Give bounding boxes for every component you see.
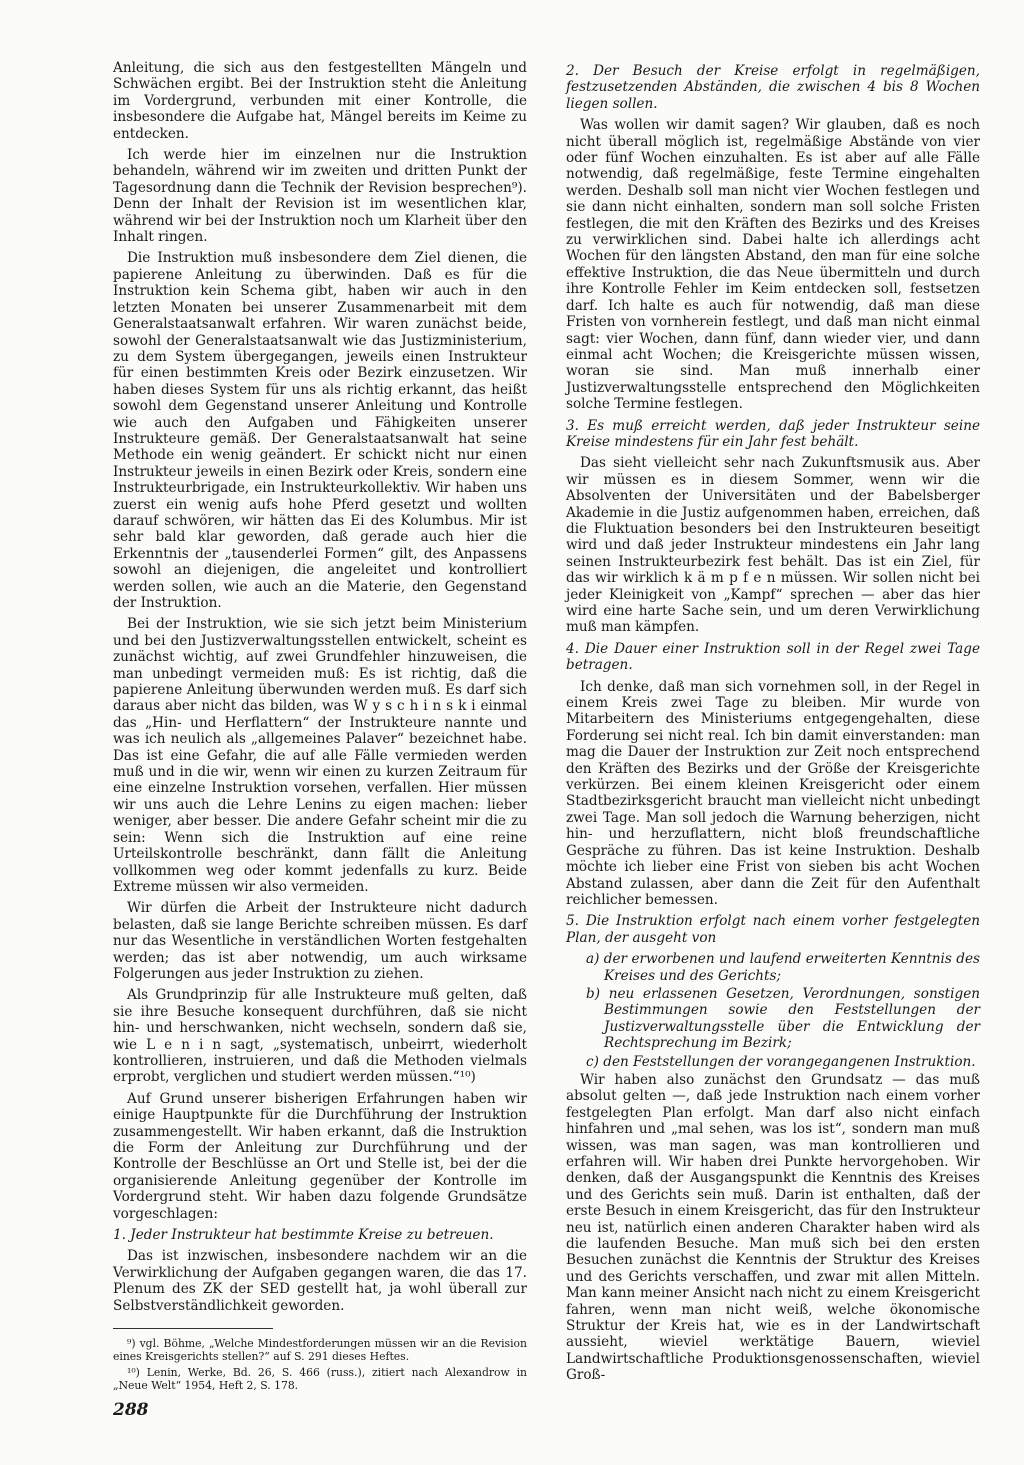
list-item: a) der erworbenen und laufend erweiterten Kenntnis des Kreises und des Gerichts; (586, 951, 980, 984)
footnote: ¹⁰) Lenin, Werke, Bd. 26, S. 466 (russ.), zitiert nach Alexandrow in „Neue Welt“ 1954, Heft 2, S. 178. (113, 1366, 527, 1393)
list-item: b) neu erlassenen Gesetzen, Verordnungen, sonstigen Bestimmungen sowie den Feststellungen der Justizverwaltungsstelle über die Entwicklung der Rechtsprechung im Bezirk; (586, 985, 980, 1052)
list-item: c) den Feststellungen der vorangegangenen Instruktion. (586, 1053, 976, 1070)
left-column (113, 60, 527, 1395)
paragraph: Wir dürfen die Arbeit der Instrukteure nicht dadurch belasten, daß sie lange Berichte schreiben müssen. Es darf nur das Wesentliche in verständlichen Worten festgehalten werden; das ist aber notwendig, um auch wirksame Folgerungen aus jeder Instruktion zu ziehen. (113, 900, 527, 982)
paragraph: Wir haben also zunächst den Grundsatz — das muß absolut gelten —, daß jede Instruktion nach einem vorher festgelegten Plan erfolgt. Man darf also nicht einfach hinfahren und „mal sehen, was los ist“, sondern man muß wissen, was man sagen, was man kontrollieren und erfahren will. Wir haben drei Punkte hervorgehoben. Wir denken, daß der Ausgangspunkt die Kenntnis des Kreises und des Gerichts sein muß. Darin ist enthalten, daß der erste Besuch in einem Kreisgericht, das für den Instrukteur neu ist, natürlich einen anderen Charakter haben wird als die laufenden Besuche. Man muß sich bei den ersten Besuchen zunächst die Kenntnis der Struktur des Kreises und des Gerichts verschaffen, und zwar mit allen Mitteln. Man kann meiner Ansicht nach nicht zu einem Kreisgericht fahren, wenn man nicht weiß, welche ökonomische Struktur der Kreis hat, wie es in der Landwirtschaft aussieht, wieviel werktätige Bauern, wieviel Landwirtschaftliche Produktionsgenossenschaften, wieviel Groß- (566, 1071, 980, 1384)
section-heading: 5. Die Instruktion erfolgt nach einem vorher festgelegten Plan, der ausgeht von (566, 913, 980, 946)
paragraph: Auf Grund unserer bisherigen Erfahrungen haben wir einige Hauptpunkte für die Durchführung der Instruktion zusammengestellt. Wir haben erkannt, daß die Instruktion die Form der Anleitung zur Durchführung und der Kontrolle der Beschlüsse an Ort und Stelle ist, bei der die organisierende Anleitung gegenüber der Kontrolle im Vordergrund steht. Wir haben dazu folgende Grundsätze vorgeschlagen: (113, 1090, 527, 1222)
paragraph: Ich werde hier im einzelnen nur die Instruktion behandeln, während wir im zweiten und dritten Punkt der Tagesordnung dann die Technik der Revision besprechen⁹). Denn der Inhalt der Revision ist im wesentlichen klar, während wir bei der Instruktion noch um Klarheit über den Inhalt ringen. (113, 147, 527, 246)
paragraph: Anleitung, die sich aus den festgestellten Mängeln und Schwächen ergibt. Bei der Instruktion steht die Anleitung im Vordergrund, verbunden mit einer Kontrolle, die insbesondere die Aufgabe hat, Mängel bereits im Keime zu entdecken. (113, 60, 527, 142)
paragraph: Die Instruktion muß insbesondere dem Ziel dienen, die papierene Anleitung zu überwinden. Daß es für die Instruktion kein Schema gibt, haben wir auch in den letzten Monaten bei unserer Zusammenarbeit mit dem Generalstaatsanwalt erfahren. Wir waren zunächst beide, sowohl der Generalstaatsanwalt wie das Justizministerium, zu dem System übergegangen, jeweils einen Instrukteur für einen bestimmten Kreis oder Bezirk einzusetzen. Wir haben dieses System für uns als richtig erkannt, das heißt sowohl dem Gegenstand unserer Anleitung und Kontrolle wie auch den Aufgaben und Fähigkeiten unserer Instrukteure gemäß. Der Generalstaatsanwalt hat seine Methode ein wenig geändert. Er schickt nicht nur einen Instrukteur jeweils in einen Bezirk oder Kreis, sondern eine Instrukteurbrigade, ein Instrukteurkollektiv. Wir haben uns zuerst ein wenig aufs hohe Pferd gesetzt und wollten darauf schwören, wir hätten das Ei des Kolumbus. Mir ist sehr bald klar geworden, daß gerade auch hier die Erkenntnis der „tausenderlei Formen“ gilt, des Anpassens sowohl an diejenigen, die angeleitet und kontrolliert werden sollen, wie auch an die Materie, den Gegenstand der Instruktion. (113, 250, 527, 611)
section-heading: 2. Der Besuch der Kreise erfolgt in regelmäßigen, festzusetzenden Abständen, die zwischen 4 bis 8 Wochen liegen sollen. (566, 63, 980, 112)
section-heading: 1. Jeder Instrukteur hat bestimmte Kreise zu betreuen. (113, 1227, 494, 1244)
footnote-divider (113, 1328, 273, 1329)
paragraph: Das ist inzwischen, insbesondere nachdem wir an die Verwirklichung der Aufgaben gegangen waren, die das 17. Plenum des ZK der SED gestellt hat, ja wohl überall zur Selbstverständlichkeit geworden. (113, 1248, 527, 1314)
paragraph: Als Grundprinzip für alle Instrukteure muß gelten, daß sie ihre Besuche konsequent durchführen, daß sie nicht hin- und herschwanken, nicht wechseln, sondern daß sie, wie L e n i n sagt, „systematisch, unbeirrt, wiederholt kontrollieren, instruieren, und daß die Methoden vielmals erprobt, verglichen und studiert werden müssen.“¹⁰) (113, 987, 527, 1086)
paragraph: Ich denke, daß man sich vornehmen soll, in der Regel in einem Kreis zwei Tage zu bleiben. Mir wurde von Mitarbeitern des Ministeriums entgegengehalten, diese Forderung sei nicht real. Ich bin damit einverstanden: man mag die Dauer der Instruktion zur Zeit noch entsprechend den Kräften des Bezirks und der Größe der Kreisgerichte verkürzen. Bei einem kleinen Kreisgericht oder einem Stadtbezirksgericht braucht man vielleicht nicht unbedingt zwei Tage. Man soll jedoch die Warnung beherzigen, nicht hin- und herzuflattern, nicht bloß freundschaftliche Gespräche zu führen. Das ist keine Instruktion. Deshalb möchte ich lieber eine Frist von sieben bis acht Wochen Abstand zulassen, aber dann die Zeit für den Aufenthalt reichlicher bemessen. (566, 678, 980, 908)
footnote: ⁹) vgl. Böhme, „Welche Mindestforderungen müssen wir an die Revision eines Kreisgerichts stellen?“ auf S. 291 dieses Heftes. (113, 1337, 527, 1364)
section-heading: 4. Die Dauer einer Instruktion soll in der Regel zwei Tage betragen. (566, 640, 980, 674)
paragraph: Was wollen wir damit sagen? Wir glauben, daß es noch nicht überall möglich ist, regelmäßige Abstände von vier oder fünf Wochen einzuhalten. Es ist aber auf alle Fälle notwendig, daß regelmäßige, feste Termine eingehalten werden. Deshalb soll man nicht vier Wochen festlegen und sie dann nicht einhalten, sondern man soll solche Fristen festlegen, die mit den Kräften des Bezirks und des Kreises zu verwirklichen sind. Dabei halte ich allerdings acht Wochen für den längsten Abstand, den man für eine solche effektive Instruktion, die das Neue übermitteln und durch ihre Kontrolle Fehler im Keim entdecken soll, festsetzen darf. Ich halte es auch für notwendig, daß man diese Fristen von vornherein festlegt, und daß man nicht einmal sagt: vier Wochen, dann fünf, dann wieder vier, und dann einmal acht Wochen; die Kreisgerichte müssen wissen, woran sie sind. Man muß innerhalb einer Justizverwaltungsstelle entsprechend den Möglichkeiten solche Termine festlegen. (566, 117, 980, 413)
section-heading: 3. Es muß erreicht werden, daß jeder Instrukteur seine Kreise mindestens für ein Jahr fest behält. (566, 417, 980, 450)
page-number: 288 (113, 1400, 149, 1420)
paragraph: Das sieht vielleicht sehr nach Zukunftsmusik aus. Aber wir müssen es in diesem Sommer, wenn wir die Absolventen der Universitäten und der Babelsberger Akademie in die Justiz aufgenommen haben, erreichen, daß die Fluktuation besonders bei den Instrukteuren beseitigt wird und daß jeder Instrukteur mindestens ein Jahr lang seinen Instrukteurbezirk fest behält. Das ist ein Ziel, für das wir wirklich k ä m p f e n müssen. Wir sollen nicht bei jeder Kleinigkeit von „Kampf“ sprechen — aber das hier wird eine harte Sache sein, und um deren Verwirklichung muß man kämpfen. (566, 455, 980, 636)
right-column (566, 60, 980, 1389)
paragraph: Bei der Instruktion, wie sie sich jetzt beim Ministerium und bei den Justizverwaltungsstellen entwickelt, scheint es zunächst wichtig, auf zwei Grundfehler hinzuweisen, die man unbedingt vermeiden muß: Es ist richtig, daß die papierene Anleitung überwunden werden muß. Es darf sich daraus aber nicht das bilden, was W y s c h i n s k i einmal das „Hin- und Herflattern“ der Instrukteure nannte und was ich neulich als „allgemeines Palaver“ bezeichnet habe. Das ist eine Gefahr, die auf alle Fälle vermieden werden muß und in die wir, wenn wir einen zu kurzen Zeitraum für eine einzelne Instruktion vorsehen, verfallen. Hier müssen wir uns auch die Lehre Lenins zu eigen machen: lieber weniger, aber besser. Die andere Gefahr scheint mir die zu sein: Wenn sich die Instruktion auf eine reine Urteilskontrolle beschränkt, dann fällt die Anleitung vollkommen weg oder kommt jedenfalls zu kurz. Beide Extreme müssen wir also vermeiden. (113, 616, 527, 895)
